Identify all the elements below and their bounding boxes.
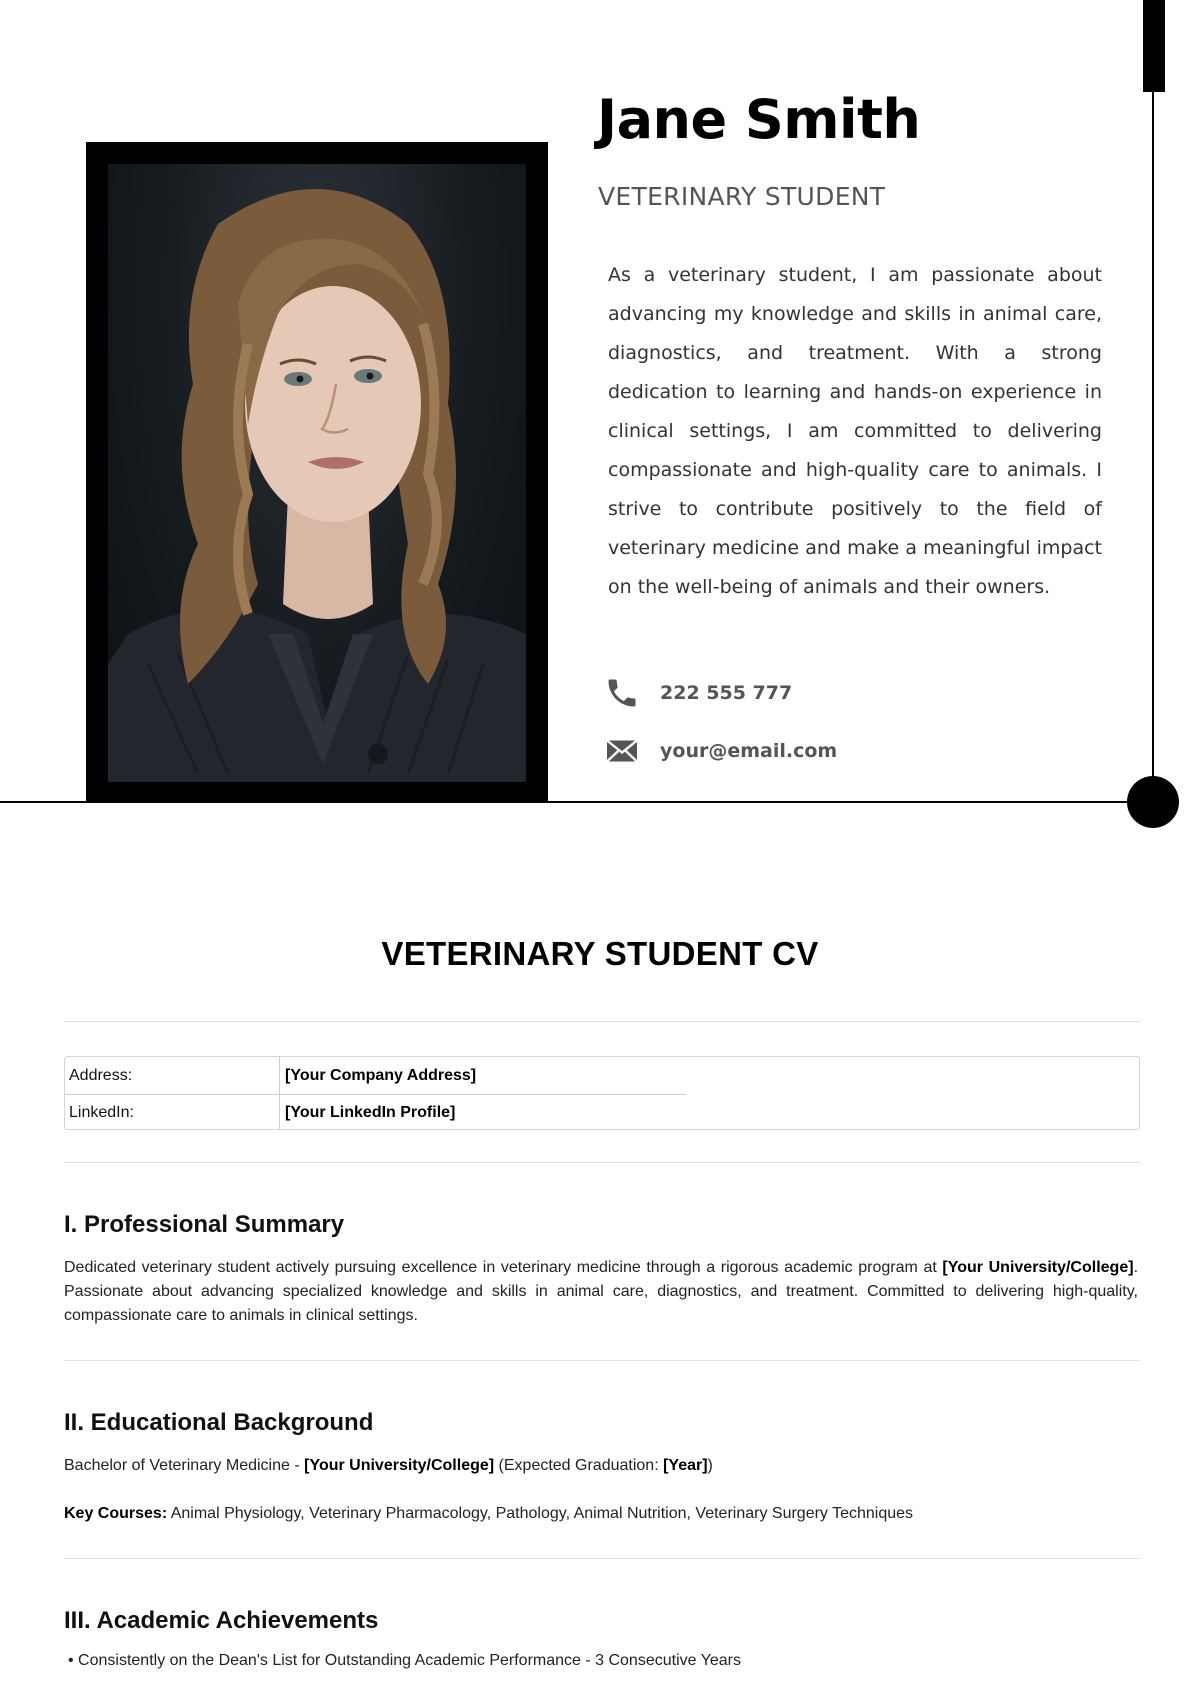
- address-value: [Your Company Address]: [285, 1067, 477, 1084]
- summary-text: Dedicated veterinary student actively pursuing excellence in veterinary medicine through a rigorous academic program at [Your University/College]. Passionate about advancing specialized knowledge and skills in animal care, diagnostics, and treatment. Committed to delivering high-quality, compassionate care to animals in clinical settings.: [64, 1259, 1139, 1324]
- degree-line: Bachelor of Veterinary Medicine - [Your University/College] (Expected Graduation: [Year]): [64, 1457, 713, 1474]
- phone-number: 222 555 777: [660, 682, 793, 704]
- address-label: Address:: [69, 1067, 133, 1084]
- portrait-illustration: [108, 164, 526, 782]
- summary-heading: I. Professional Summary: [64, 1211, 345, 1238]
- document-title: VETERINARY STUDENT CV: [381, 935, 819, 972]
- table-row: [65, 1094, 686, 1131]
- education-heading: II. Educational Background: [64, 1409, 374, 1436]
- linkedin-value: [Your LinkedIn Profile]: [285, 1104, 456, 1121]
- info-table: [64, 1056, 1140, 1130]
- profile-bio: As a veterinary student, I am passionate about advancing my knowledge and skills in animal care, diagnostics, and treatment. With a strong dedication to learning and hands-on experience in clinical settings, I am committed to delivering compassionate and high-quality care to animals. I strive to contribute positively to the field of veterinary medicine and make a meaningful impact on the well-being of animals and their owners.: [608, 264, 1102, 598]
- candidate-role: VETERINARY STUDENT: [598, 182, 886, 211]
- profile-photo: [108, 164, 526, 782]
- phone-icon: [604, 675, 640, 711]
- achievements-heading: III. Academic Achievements: [64, 1607, 379, 1634]
- candidate-name: Jane Smith: [597, 88, 921, 151]
- contact-phone: [604, 675, 792, 711]
- decorative-circle: [1127, 776, 1179, 828]
- profile-photo-frame: [86, 142, 548, 802]
- key-courses-line: Key Courses: Animal Physiology, Veterinary Pharmacology, Pathology, Animal Nutrition, Veterinary Surgery Techniques: [64, 1505, 914, 1522]
- list-item: • Consistently on the Dean's List for Outstanding Academic Performance - 3 Consecutive Years: [68, 1652, 742, 1669]
- divider: [64, 1360, 1140, 1361]
- divider: [64, 1021, 1140, 1022]
- table-row: [65, 1057, 686, 1095]
- email-address[interactable]: your@email.com: [660, 740, 838, 762]
- decorative-bar: [1143, 0, 1165, 92]
- envelope-icon: [604, 733, 640, 769]
- contact-email: [604, 733, 837, 769]
- decorative-vertical-line: [1152, 92, 1154, 802]
- divider: [64, 1162, 1140, 1163]
- divider: [64, 1558, 1140, 1559]
- linkedin-label: LinkedIn:: [69, 1104, 134, 1121]
